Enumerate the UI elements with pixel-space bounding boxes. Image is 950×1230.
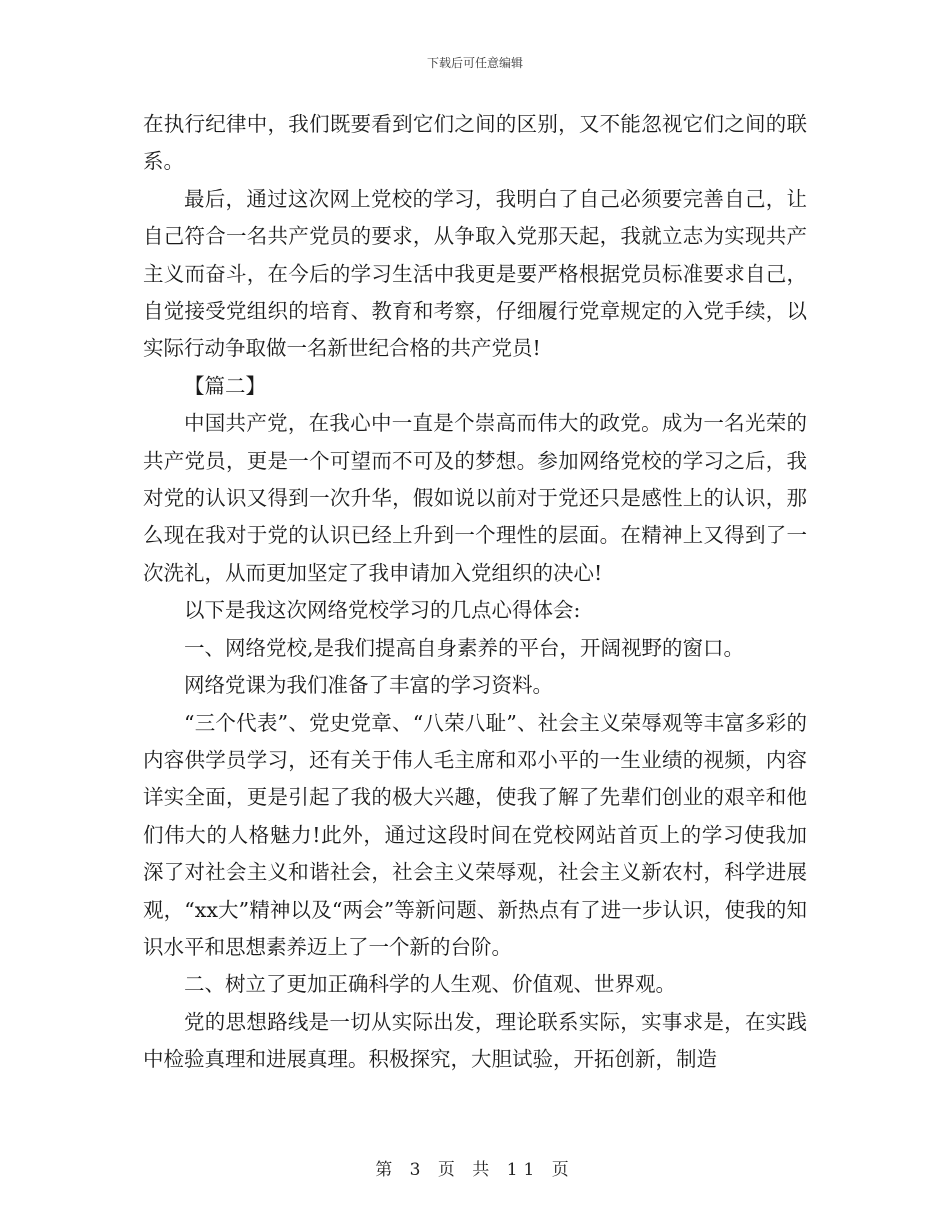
section-heading: 【篇二】 — [184, 373, 266, 398]
paragraph-4: 以下是我这次网络党校学习的几点心得体会: — [184, 598, 581, 623]
paragraph-2: 最后，通过这次网上党校的学习，我明白了自己必须要完善自己，让自己符合一名共产党员的要求，从争取入党那天起，我就立志为实现共产主义而奋斗，在今后的学习生活中我更是要严格根据党员标准要求自己，自觉接受党组织的培育、教育和考察，仔细履行党章规定的入党手续，以实际行动争取做一名新世纪合格的共产党员! — [143, 186, 807, 361]
paragraph-1: 在执行纪律中，我们既要看到它们之间的区别，又不能忽视它们之间的联系。 — [143, 112, 807, 174]
paragraph-8: 二、树立了更加正确科学的人生观、价值观、世界观。 — [184, 972, 676, 997]
header-note: 下载后可任意编辑 — [426, 56, 523, 70]
document-body — [143, 106, 807, 1079]
paragraph-6: 网络党课为我们准备了丰富的学习资料。 — [184, 673, 553, 698]
paragraph-5: 一、网络党校,是我们提高自身素养的平台，开阔视野的窗口。 — [184, 635, 745, 660]
paragraph-9: 党的思想路线是一切从实际出发，理论联系实际，实事求是，在实践中检验真理和进展真理。积极探究，大胆试验，开拓创新，制造 — [143, 1009, 807, 1072]
paragraph-7: “三个代表”、党史党章、“八荣八耻”、社会主义荣辱观等丰富多彩的内容供学员学习，还有关于伟人毛主席和邓小平的一生业绩的视频，内容详实全面，更是引起了我的极大兴趣，使我了解了先辈们创业的艰辛和他们伟大的人格魅力!此外，通过这段时间在党校网站首页上的学习使我加深了对社会主义和谐社会，社会主义荣辱观，社会主义新农村，科学进展观，“xx大”精神以及“两会”等新问题、新热点有了进一步认识，使我的知识水平和思想素养迈上了一个新的台阶。 — [143, 710, 807, 959]
page-number: 第 3 页 共 11 页 — [375, 1160, 575, 1180]
paragraph-3: 中国共产党，在我心中一直是个崇高而伟大的政党。成为一名光荣的共产党员，更是一个可望而不可及的梦想。参加网络党校的学习之后，我对党的认识又得到一次升华，假如说以前对于党还只是感性上的认识，那么现在我对于党的认识已经上升到一个理性的层面。在精神上又得到了一次洗礼，从而更加坚定了我申请加入党组织的决心! — [143, 411, 807, 585]
